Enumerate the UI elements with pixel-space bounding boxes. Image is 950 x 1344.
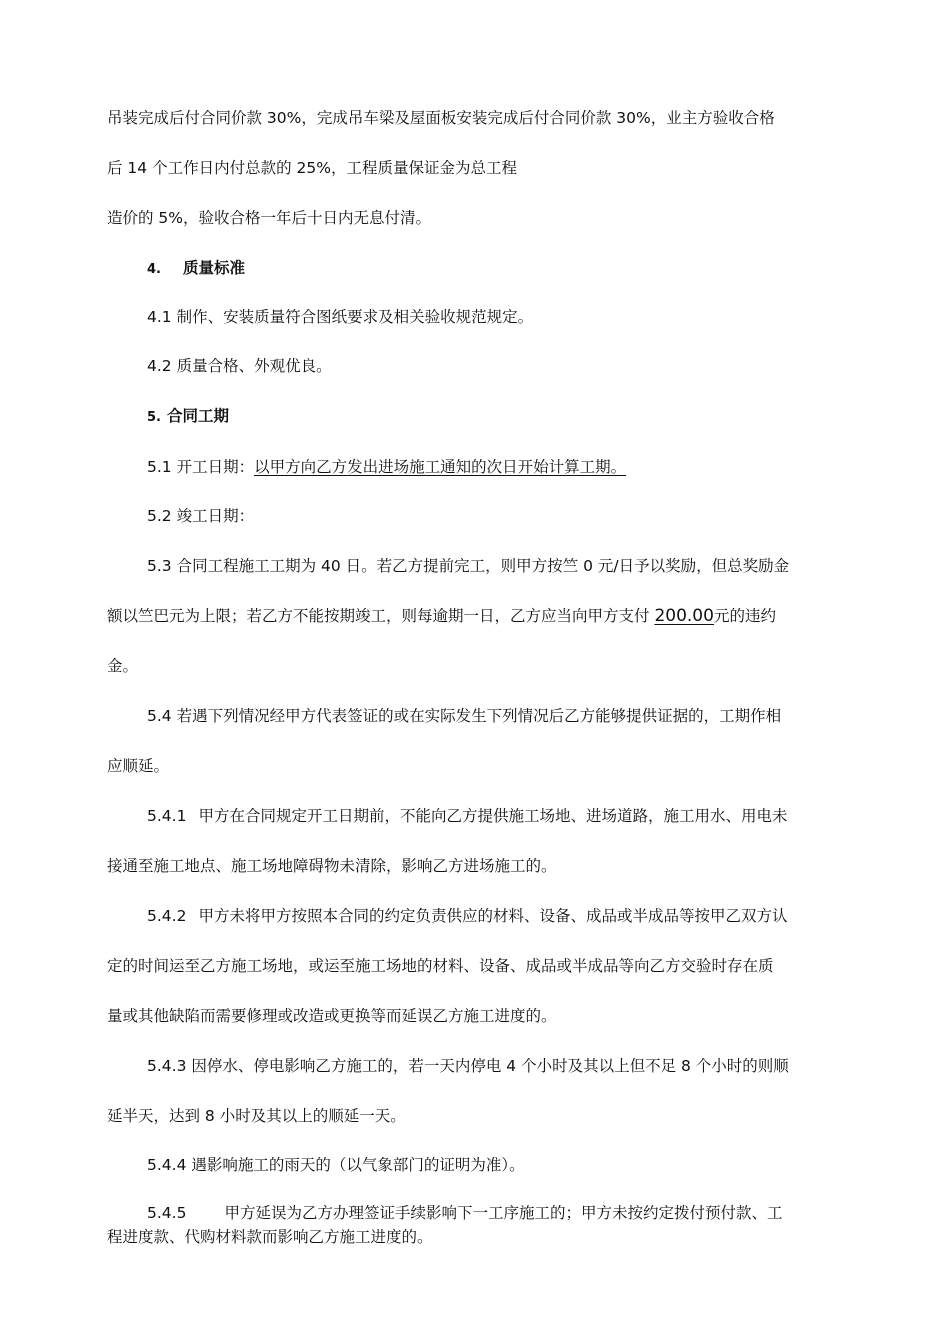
section-5-heading <box>147 406 229 428</box>
clause-5-3-text-b: 元的违约 <box>713 607 776 625</box>
clause-4-1: 4.1 制作、安装质量符合图纸要求及相关验收规范规定。 <box>147 308 534 326</box>
paragraph-payment-line-3: 造价的 5%，验收合格一年后十日内无息付清。 <box>107 209 432 227</box>
clause-5-4-line-2: 应顺延。 <box>107 757 170 775</box>
section-4-number: 4. <box>147 262 161 277</box>
penalty-amount: 200.00 <box>654 606 714 626</box>
clause-5-3-line-1: 5.3 合同工程施工工期为 40 日。若乙方提前完工，则甲方按竺 0 元/日予以奖励，但总奖励金 <box>147 557 790 575</box>
clause-5-4-5-number: 5.4.5 <box>147 1204 187 1222</box>
section-5-number: 5. <box>147 410 161 425</box>
clause-5-4-3-line-2: 延半天，达到 8 小时及其以上的顺延一天。 <box>107 1107 406 1125</box>
section-4-title: 质量标准 <box>182 259 245 277</box>
clause-5-1 <box>147 457 626 477</box>
clause-5-4-1-number: 5.4.1 <box>147 807 187 825</box>
clause-5-4-1-line-1 <box>147 806 787 826</box>
clause-5-4-5-text: 甲方延误为乙方办理签证手续影响下一工序施工的；甲方未按约定拨付预付款、工 <box>224 1204 783 1222</box>
clause-5-4-2-text: 甲方未将甲方按照本合同的约定负责供应的材料、设备、成品或半成品等按甲乙双方认 <box>198 907 788 925</box>
clause-5-4-5-line-2: 程进度款、代购材料款而影响乙方施工进度的。 <box>107 1228 433 1246</box>
clause-5-4-1-text: 甲方在合同规定开工日期前，不能向乙方提供施工场地、进场道路，施工用水、用电未 <box>198 807 788 825</box>
clause-5-1-value: 以甲方向乙方发出进场施工通知的次日开始计算工期。 <box>254 458 627 476</box>
clause-5-4-line-1: 5.4 若遇下列情况经甲方代表签证的或在实际发生下列情况后乙方能够提供证据的，工期作相 <box>147 707 782 725</box>
clause-5-4-2-number: 5.4.2 <box>147 907 187 925</box>
clause-5-4-5-line-1 <box>147 1203 782 1223</box>
clause-5-1-label: 5.1 开工日期： <box>147 458 255 476</box>
clause-5-4-3-line-1: 5.4.3 因停水、停电影响乙方施工的，若一天内停电 4 个小时及其以上但不足 8 个小时的则顺 <box>147 1057 789 1075</box>
section-4-heading <box>147 258 245 280</box>
clause-5-3-text-a: 额以竺巴元为上限；若乙方不能按期竣工，则每逾期一日，乙方应当向甲方支付 <box>107 607 650 625</box>
clause-5-4-2-line-3: 量或其他缺陷而需要修理或改造或更换等而延误乙方施工进度的。 <box>107 1007 557 1025</box>
clause-5-4-2-line-2: 定的时间运至乙方施工场地，或运至施工场地的材料、设备、成品或半成品等向乙方交验时存在质 <box>107 957 774 975</box>
paragraph-payment-line-2: 后 14 个工作日内付总款的 25%，工程质量保证金为总工程 <box>107 159 517 177</box>
clause-4-2: 4.2 质量合格、外观优良。 <box>147 357 332 375</box>
clause-5-4-4: 5.4.4 遇影响施工的雨天的（以气象部门的证明为准）。 <box>147 1156 525 1174</box>
clause-5-4-1-line-2: 接通至施工地点、施工场地障碍物未清除，影响乙方进场施工的。 <box>107 857 557 875</box>
clause-5-4-2-line-1 <box>147 906 787 926</box>
paragraph-payment-line-1: 吊装完成后付合同价款 30%，完成吊车梁及屋面板安装完成后付合同价款 30%，业主方验收合格 <box>107 109 775 127</box>
clause-5-3-line-2 <box>107 606 776 626</box>
clause-5-3-line-3: 金。 <box>107 657 139 675</box>
clause-5-2: 5.2 竣工日期： <box>147 507 255 525</box>
section-5-title: 合同工期 <box>166 407 229 425</box>
